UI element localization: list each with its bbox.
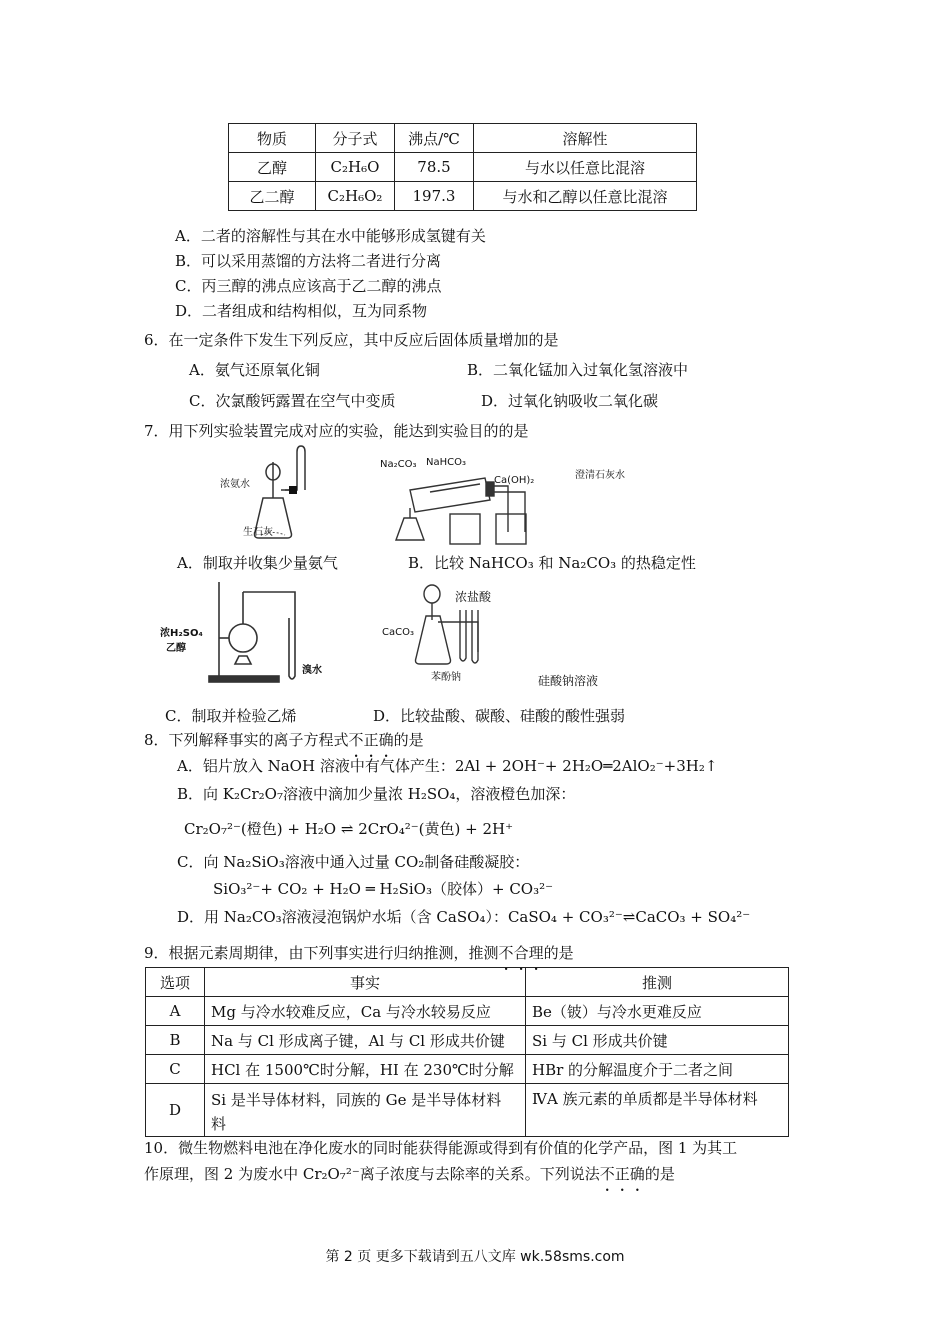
solvent-table bbox=[228, 123, 697, 211]
label-silicate: 硅酸钠溶液 bbox=[538, 674, 599, 688]
table-cell: Si 与 Cl 形成共价键 bbox=[526, 1026, 789, 1055]
emphasis-char: 不 bbox=[498, 944, 514, 962]
label-bromine: 溴水 bbox=[302, 665, 322, 676]
q7-option-b: B．比较 NaHCO₃ 和 Na₂CO₃ 的热稳定性 bbox=[408, 554, 696, 572]
q8-stem-text: 8．下列解释事实的离子方程式 bbox=[144, 731, 349, 749]
label-limewater: 澄清石灰水 bbox=[575, 470, 625, 481]
acidity-apparatus-drawing bbox=[398, 576, 508, 668]
q7-option-d: D．比较盐酸、碳酸、硅酸的酸性强弱 bbox=[373, 707, 626, 725]
label-h2so4: 浓H₂SO₄ bbox=[160, 628, 203, 639]
emphasis-char: 不 bbox=[599, 1165, 615, 1183]
table-cell: HCl 在 1500℃时分解，HI 在 230℃时分解 bbox=[205, 1055, 526, 1084]
q8-option-c-equation: SiO₃²⁻+ CO₂ + H₂O ═ H₂SiO₃（胶体）+ CO₃²⁻ bbox=[213, 880, 554, 898]
table-cell: B bbox=[146, 1026, 205, 1055]
table-header: 沸点/℃ bbox=[395, 124, 474, 153]
emphasis-char: 确 bbox=[378, 731, 394, 749]
table-row bbox=[146, 1055, 789, 1084]
cell-line: 料 bbox=[211, 1115, 227, 1133]
q8-stem-end: 的是 bbox=[393, 731, 424, 749]
q9-stem-end: 的是 bbox=[543, 944, 574, 962]
q7-option-a: A．制取并收集少量氨气 bbox=[177, 554, 338, 572]
q9-stem-text: 9．根据元素周期律，由下列事实进行归纳推测，推测 bbox=[144, 944, 499, 962]
table-cell: 乙醇 bbox=[229, 153, 316, 182]
emphasis-char: 不 bbox=[348, 731, 364, 749]
q8-option-b: B．向 K₂Cr₂O₇溶液中滴加少量浓 H₂SO₄，溶液橙色加深： bbox=[177, 785, 576, 803]
label-nahco3: NaHCO₃ bbox=[426, 457, 466, 468]
table-cell: D bbox=[146, 1084, 205, 1137]
label-caoh2: Ca(OH)₂ bbox=[494, 475, 535, 486]
emphasis-char: 正 bbox=[363, 731, 379, 749]
page-footer: 第 2 页 更多下载请到五八文库 wk.58sms.com bbox=[325, 1249, 625, 1265]
table-header: 推测 bbox=[526, 968, 789, 997]
table-cell: C₂H₆O bbox=[316, 153, 395, 182]
label-ethanol: 乙醇 bbox=[166, 643, 186, 654]
table-header: 物质 bbox=[229, 124, 316, 153]
table-cell: 与水以任意比混溶 bbox=[474, 153, 697, 182]
table-row bbox=[146, 997, 789, 1026]
q8-stem bbox=[144, 729, 424, 750]
emphasis-char: 合 bbox=[513, 944, 529, 962]
q6-option-b: B．二氧化锰加入过氧化氢溶液中 bbox=[467, 361, 689, 379]
table-cell: ⅣA 族元素的单质都是半导体材料 bbox=[526, 1084, 789, 1137]
table-header: 事实 bbox=[205, 968, 526, 997]
label-hcl: 浓盐酸 bbox=[455, 590, 492, 604]
table-cell: 与水和乙醇以任意比混溶 bbox=[474, 182, 697, 211]
cell-line: Si 是半导体材料，同族的 Ge 是半导体材料 bbox=[211, 1091, 502, 1109]
q6-option-c: C．次氯酸钙露置在空气中变质 bbox=[189, 392, 396, 410]
table-cell: 78.5 bbox=[395, 153, 474, 182]
table-cell bbox=[205, 1084, 526, 1137]
q6-option-d: D．过氧化钠吸收二氧化碳 bbox=[481, 392, 659, 410]
table-header: 分子式 bbox=[316, 124, 395, 153]
table-row bbox=[146, 1026, 789, 1055]
emphasis-char: 理 bbox=[528, 944, 544, 962]
q10-line2 bbox=[144, 1163, 675, 1184]
periodic-law-table bbox=[145, 967, 789, 1137]
table-cell: HBr 的分解温度介于二者之间 bbox=[526, 1055, 789, 1084]
q5-option-c: C．丙三醇的沸点应该高于乙二醇的沸点 bbox=[175, 277, 442, 295]
q8-option-d: D．用 Na₂CO₃溶液浸泡锅炉水垢（含 CaSO₄）：CaSO₄ + CO₃²⁻⇌CaCO₃ + SO₄²⁻ bbox=[177, 908, 751, 926]
table-cell: 197.3 bbox=[395, 182, 474, 211]
label-phenol: 苯酚钠 bbox=[431, 672, 461, 683]
table-cell: Mg 与冷水较难反应，Ca 与冷水较易反应 bbox=[205, 997, 526, 1026]
q9-stem bbox=[144, 942, 574, 963]
q10-line2-text: 作原理，图 2 为废水中 Cr₂O₇²⁻离子浓度与去除率的关系。下列说法 bbox=[144, 1165, 600, 1183]
label-na2co3: Na₂CO₃ bbox=[380, 459, 417, 470]
q7-stem: 7．用下列实验装置完成对应的实验，能达到实验目的的是 bbox=[144, 422, 529, 440]
table-cell: A bbox=[146, 997, 205, 1026]
table-cell: 乙二醇 bbox=[229, 182, 316, 211]
label-caco3: CaCO₃ bbox=[382, 627, 414, 638]
q8-option-a: A．铝片放入 NaOH 溶液中有气体产生：2Al + 2OH⁻+ 2H₂O═2AlO₂⁻+3H₂↑ bbox=[177, 757, 718, 775]
emphasis-char: 确 bbox=[629, 1165, 645, 1183]
label-ammonia: 浓氨水 bbox=[220, 479, 250, 490]
q5-option-a: A．二者的溶解性与其在水中能够形成氢键有关 bbox=[175, 227, 486, 245]
q6-option-a: A．氨气还原氧化铜 bbox=[189, 361, 320, 379]
emphasis-char: 正 bbox=[614, 1165, 630, 1183]
ethylene-apparatus-drawing bbox=[205, 578, 315, 684]
q10-line2-end: 的是 bbox=[644, 1165, 675, 1183]
q5-option-b: B．可以采用蒸馏的方法将二者进行分离 bbox=[175, 252, 442, 270]
table-cell: Na 与 Cl 形成离子键，Al 与 Cl 形成共价键 bbox=[205, 1026, 526, 1055]
ammonia-apparatus-drawing bbox=[225, 440, 325, 548]
q6-stem: 6．在一定条件下发生下列反应，其中反应后固体质量增加的是 bbox=[144, 331, 559, 349]
table-header: 选项 bbox=[146, 968, 205, 997]
q8-option-c: C．向 Na₂SiO₃溶液中通入过量 CO₂制备硅酸凝胶： bbox=[177, 853, 530, 871]
q8-option-b-equation: Cr₂O₇²⁻(橙色) + H₂O ⇌ 2CrO₄²⁻(黄色) + 2H⁺ bbox=[184, 820, 513, 838]
table-header: 溶解性 bbox=[474, 124, 697, 153]
table-cell: C bbox=[146, 1055, 205, 1084]
label-lime: 生石灰 bbox=[243, 527, 273, 538]
table-cell: C₂H₆O₂ bbox=[316, 182, 395, 211]
table-cell: Be（铍）与冷水更难反应 bbox=[526, 997, 789, 1026]
q5-option-d: D．二者组成和结构相似，互为同系物 bbox=[175, 302, 428, 320]
q10-line1: 10．微生物燃料电池在净化废水的同时能获得能源或得到有价值的化学产品，图 1 为其工 bbox=[144, 1139, 738, 1157]
q7-option-c: C．制取并检验乙烯 bbox=[165, 707, 297, 725]
table-row bbox=[146, 1084, 789, 1137]
